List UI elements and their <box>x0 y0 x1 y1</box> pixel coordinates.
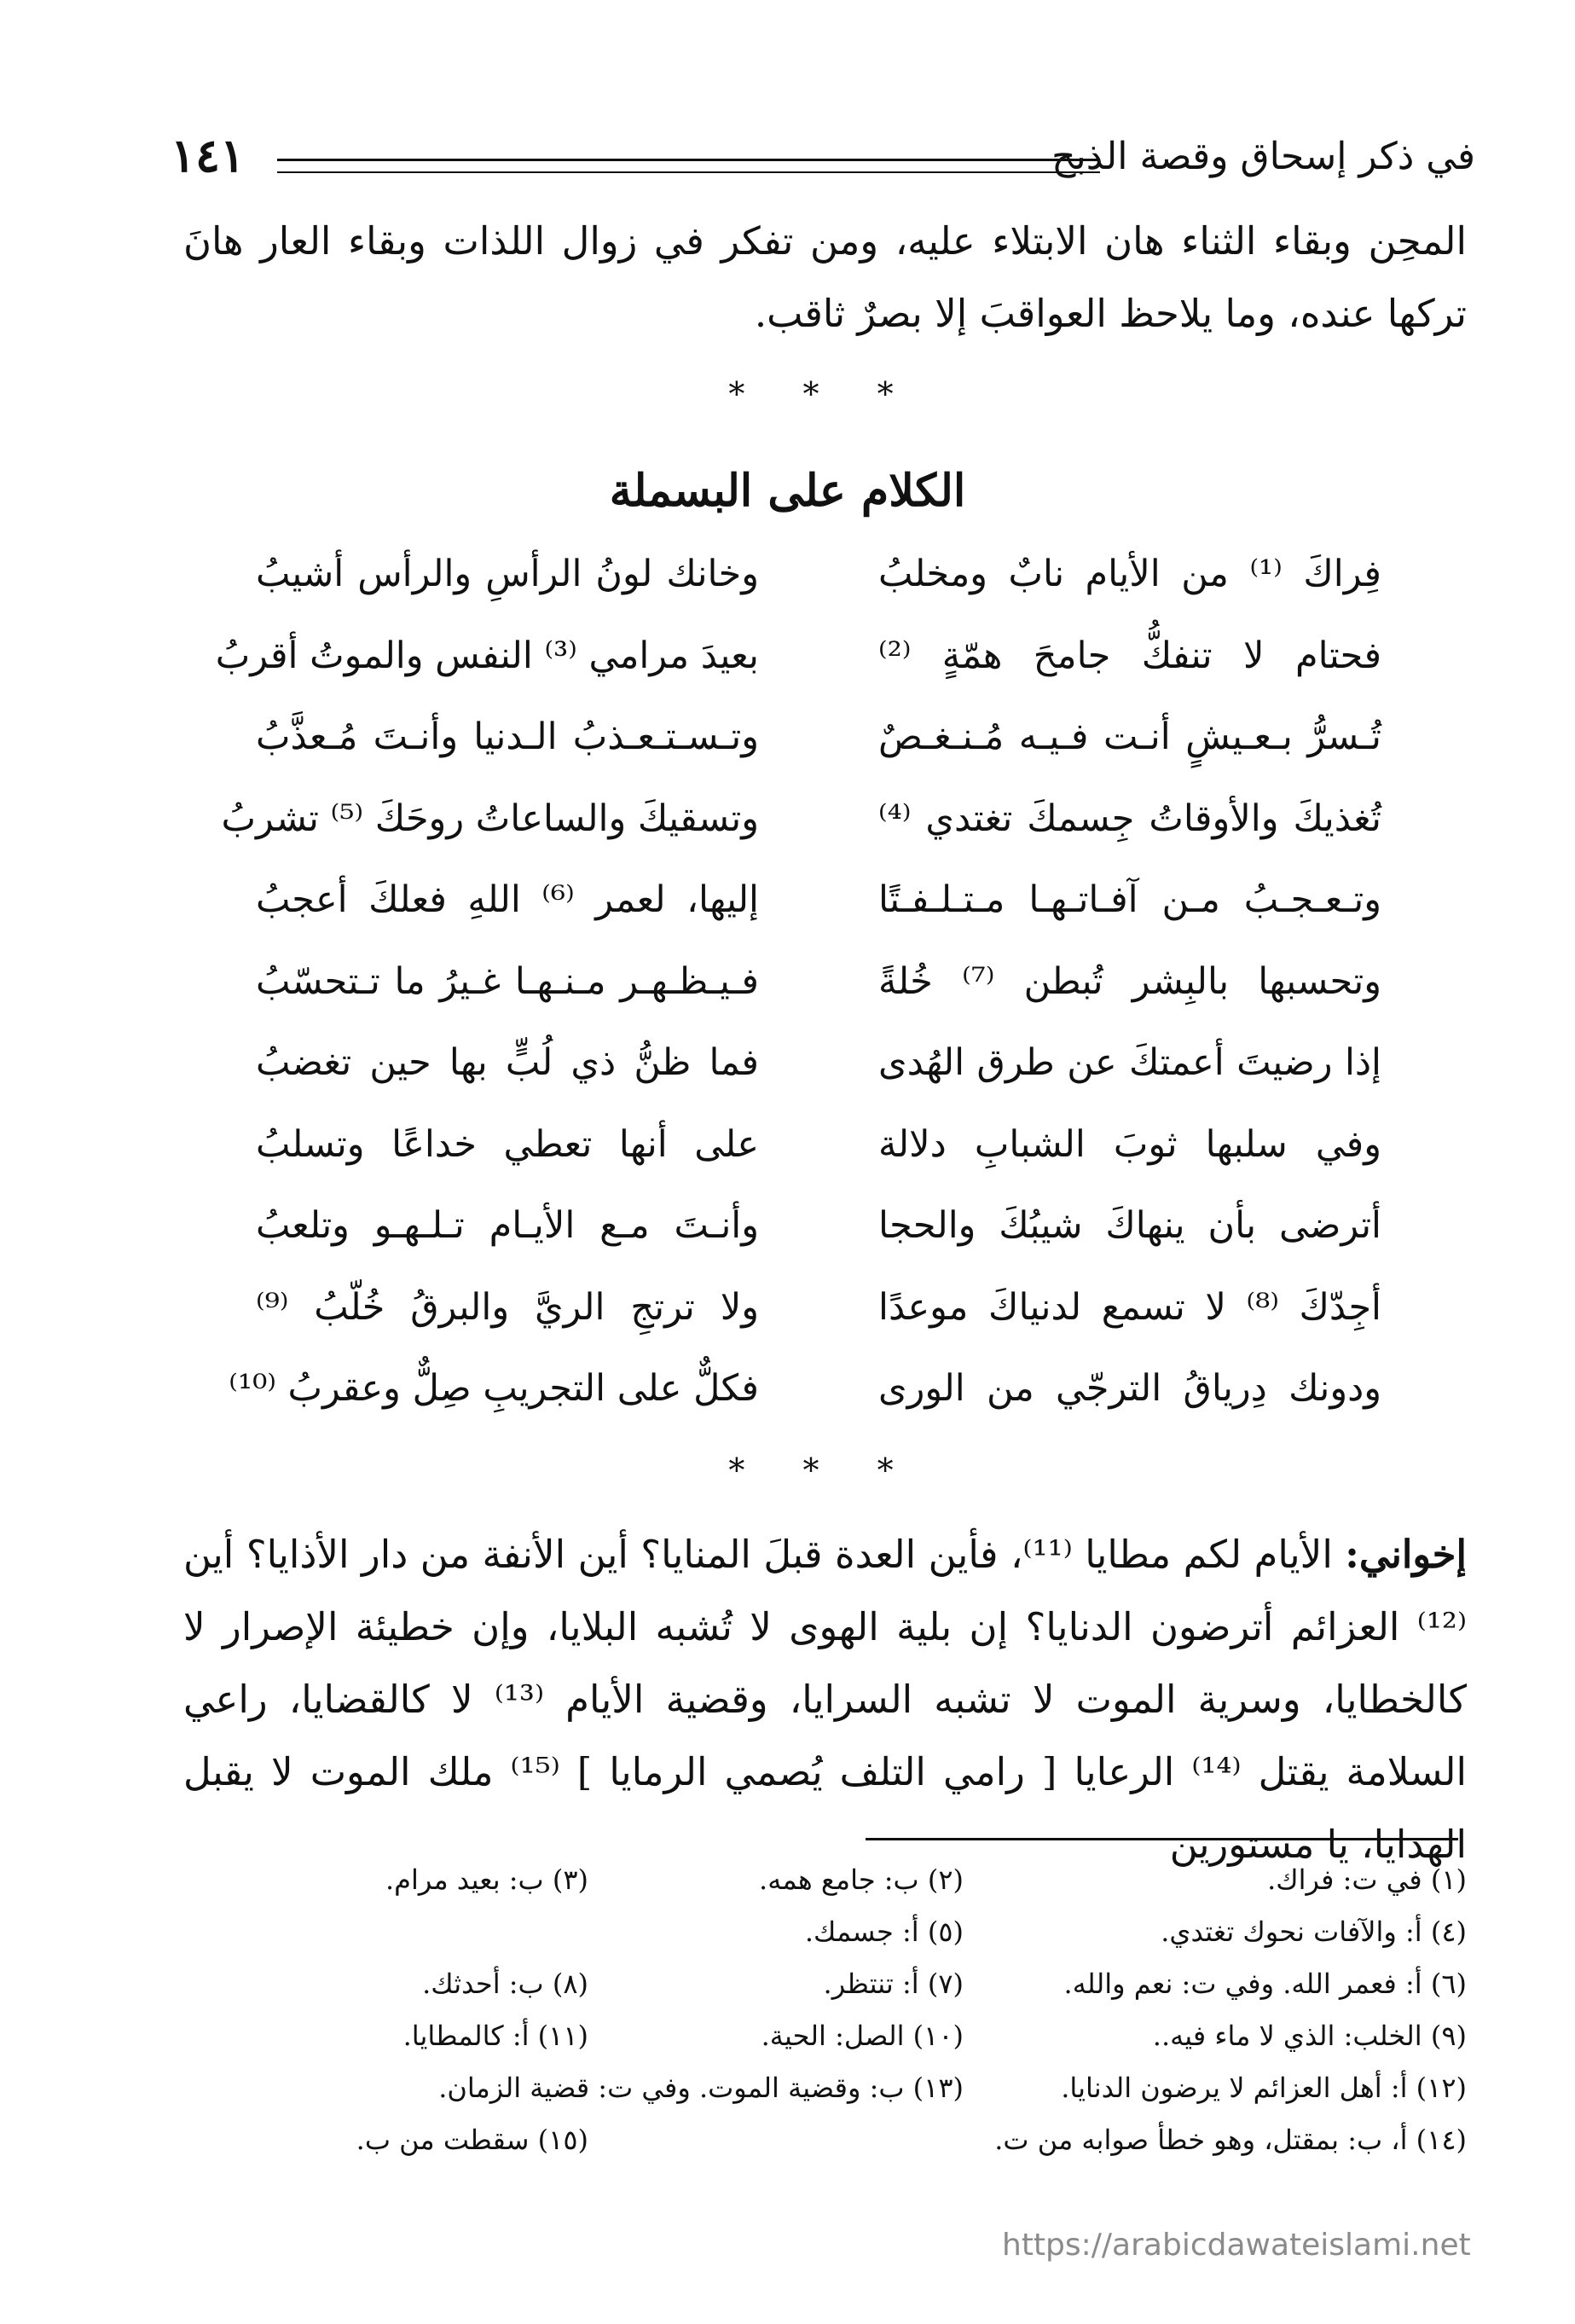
verse-first-hemistich: أجِدّكَ ⁽⁸⁾ لا تسمع لدنياكَ موعدًا <box>878 1285 1381 1329</box>
footnote: (١٥) سقطت من ب. <box>356 2124 588 2156</box>
verse-second-hemistich: بعيدَ مرامي ⁽³⁾ النفس والموتُ أقربُ <box>215 634 759 677</box>
footnote-row <box>230 2072 1467 2124</box>
footnote: (١١) أ: كالمطايا. <box>402 2020 588 2052</box>
sermon-paragraph <box>183 1518 1467 1881</box>
verse-first-hemistich: تُـسرُّ بـعـيشٍ أنـت فـيـه مُـنـغـصٌ <box>878 716 1381 758</box>
poem-verse <box>215 634 1381 716</box>
footnote: (٥) أ: جسمك. <box>804 1915 964 1948</box>
verse-second-hemistich: ولا ترتجِ الريَّ والبرقُ خُلّبُ ⁽⁹⁾ <box>256 1285 759 1329</box>
footnote: (٣) ب: بعيد مرام. <box>385 1863 588 1896</box>
opening-paragraph: المحِن وبقاء الثناء هان الابتلاء عليه، ومن تفكر في زوال اللذات وبقاء العار هانَ تركها عنده، وما يلاحظ العواقبَ إلا بصرٌ ثاقب. <box>183 218 1467 336</box>
section-separator: * * * <box>728 375 918 413</box>
page-header <box>171 128 1475 196</box>
poem-verse <box>221 797 1381 879</box>
verse-second-hemistich: وأنـتَ مـع الأيـام تـلـهـو وتلعبُ <box>256 1204 759 1247</box>
verse-first-hemistich: أترضى بأن ينهاكَ شيبُكَ والحجا <box>878 1204 1381 1247</box>
poem-verse <box>256 716 1381 797</box>
verse-first-hemistich: ودونك دِرياقُ الترجّي من الورى <box>878 1367 1381 1410</box>
footnote: (٨) ب: أحدثك. <box>422 1968 588 2000</box>
footnote: (١) في ت: فراك. <box>1267 1863 1467 1896</box>
verse-second-hemistich: وتسقيكَ والساعاتُ روحَكَ ⁽⁵⁾ تشربُ <box>221 797 759 840</box>
verse-first-hemistich: فِراكَ ⁽¹⁾ من الأيام نابٌ ومخلبُ <box>878 553 1381 595</box>
verse-first-hemistich: إذا رضيتَ أعمتكَ عن طرق الهُدى <box>878 1041 1381 1084</box>
poem-verse <box>256 1286 1381 1368</box>
footnote-row <box>230 2124 1467 2176</box>
footnote: (٦) أ: فعمر الله. وفي ت: نعم والله. <box>1063 1968 1467 2000</box>
footnote: (١٣) ب: وقضية الموت. وفي ت: قضية الزمان. <box>438 2072 964 2104</box>
verse-first-hemistich: وفي سلبها ثوبَ الشبابِ دلالة <box>878 1122 1381 1166</box>
paragraph-lead-word: إخواني: <box>1345 1532 1467 1577</box>
footnote-row <box>230 1863 1467 1915</box>
verse-first-hemistich: فحتام لا تنفكُّ جامحَ همّةٍ ⁽²⁾ <box>878 634 1381 677</box>
footnote-rule <box>866 1838 1458 1840</box>
poem-verse <box>256 1123 1381 1205</box>
poem-verse <box>256 553 1381 635</box>
footnote: (١٠) الصل: الحية. <box>761 2020 964 2052</box>
verse-first-hemistich: وتـعـجـبُ مـن آفـاتـهـا مـتـلـفـتًا <box>878 878 1381 921</box>
section-separator: * * * <box>728 1452 918 1489</box>
verse-second-hemistich: إليها، لعمر ⁽⁶⁾ اللهِ فعلكَ أعجبُ <box>256 878 759 921</box>
verse-first-hemistich: وتحسبها بالبِشر تُبطن ⁽⁷⁾ خُلةً <box>878 959 1381 1003</box>
footnote-row <box>230 2020 1467 2072</box>
poem-verse <box>256 1041 1381 1123</box>
verse-second-hemistich: وخانك لونُ الرأسِ والرأس أشيبُ <box>256 553 759 595</box>
verse-first-hemistich: تُغذيكَ والأوقاتُ جِسمكَ تغتدي ⁽⁴⁾ <box>878 797 1381 840</box>
poem-verse <box>229 1367 1381 1449</box>
poem-verse <box>256 960 1381 1042</box>
paragraph-body: الأيام لكم مطايا ⁽¹¹⁾، فأين العدة قبلَ المنايا؟ أين الأنفة من دار الأذايا؟ أين ⁽¹²⁾ العزائم أترضون الدنايا؟ إن بلية الهوى لا تُشبه البلايا، وإن خطيئة الإصرار لا كالخطايا، وسرية الموت لا تشبه السرايا، وقضية الأيام ⁽¹³⁾ لا كالقضايا، راعي السلامة يقتل ⁽¹⁴⁾ الرعايا [ رامي التلف يُصمي الرمايا ] ⁽¹⁵⁾ ملك الموت لا يقبل الهدايا، يا مستورين <box>183 1532 1467 1867</box>
poem-verse <box>256 1204 1381 1286</box>
footnotes <box>230 1863 1467 2176</box>
footnote: (٩) الخلب: الذي لا ماء فيه.. <box>1152 2020 1467 2052</box>
source-watermark: https://arabicdawateislami.net <box>1002 2228 1471 2263</box>
running-title: في ذكر إسحاق وقصة الذبح <box>1051 135 1475 178</box>
footnote: (٧) أ: تنتظر. <box>823 1968 964 2000</box>
footnote: (٤) أ: والآفات نحوك تغتدي. <box>1161 1915 1467 1948</box>
footnote: (٢) ب: جامع همه. <box>759 1863 964 1896</box>
verse-second-hemistich: على أنها تعطي خداعًا وتسلبُ <box>256 1122 759 1166</box>
footnote: (١٢) أ: أهل العزائم لا يرضون الدنايا. <box>1061 2072 1467 2104</box>
verse-second-hemistich: وتـسـتـعـذبُ الـدنيا وأنـتَ مُـعذَّبُ <box>256 716 759 758</box>
verse-second-hemistich: فما ظنُّ ذي لُبٍّ بها حين تغضبُ <box>256 1041 759 1084</box>
verse-second-hemistich: فـيـظـهـر مـنـهـا غـيرُ ما تـتحسّبُ <box>256 959 759 1003</box>
footnote: (١٤) أ، ب: بمقتل، وهو خطأ صوابه من ت. <box>994 2124 1467 2156</box>
section-title: الكلام على البسملة <box>609 465 966 517</box>
verse-second-hemistich: فكلٌّ على التجريبِ صِلٌّ وعقربُ ⁽¹⁰⁾ <box>229 1367 759 1410</box>
header-double-rule <box>277 159 1100 173</box>
poem <box>215 553 1381 1449</box>
footnote-row <box>230 1915 1467 1968</box>
footnote-row <box>230 1968 1467 2020</box>
poem-verse <box>256 878 1381 960</box>
page-number: ١٤١ <box>171 128 246 183</box>
